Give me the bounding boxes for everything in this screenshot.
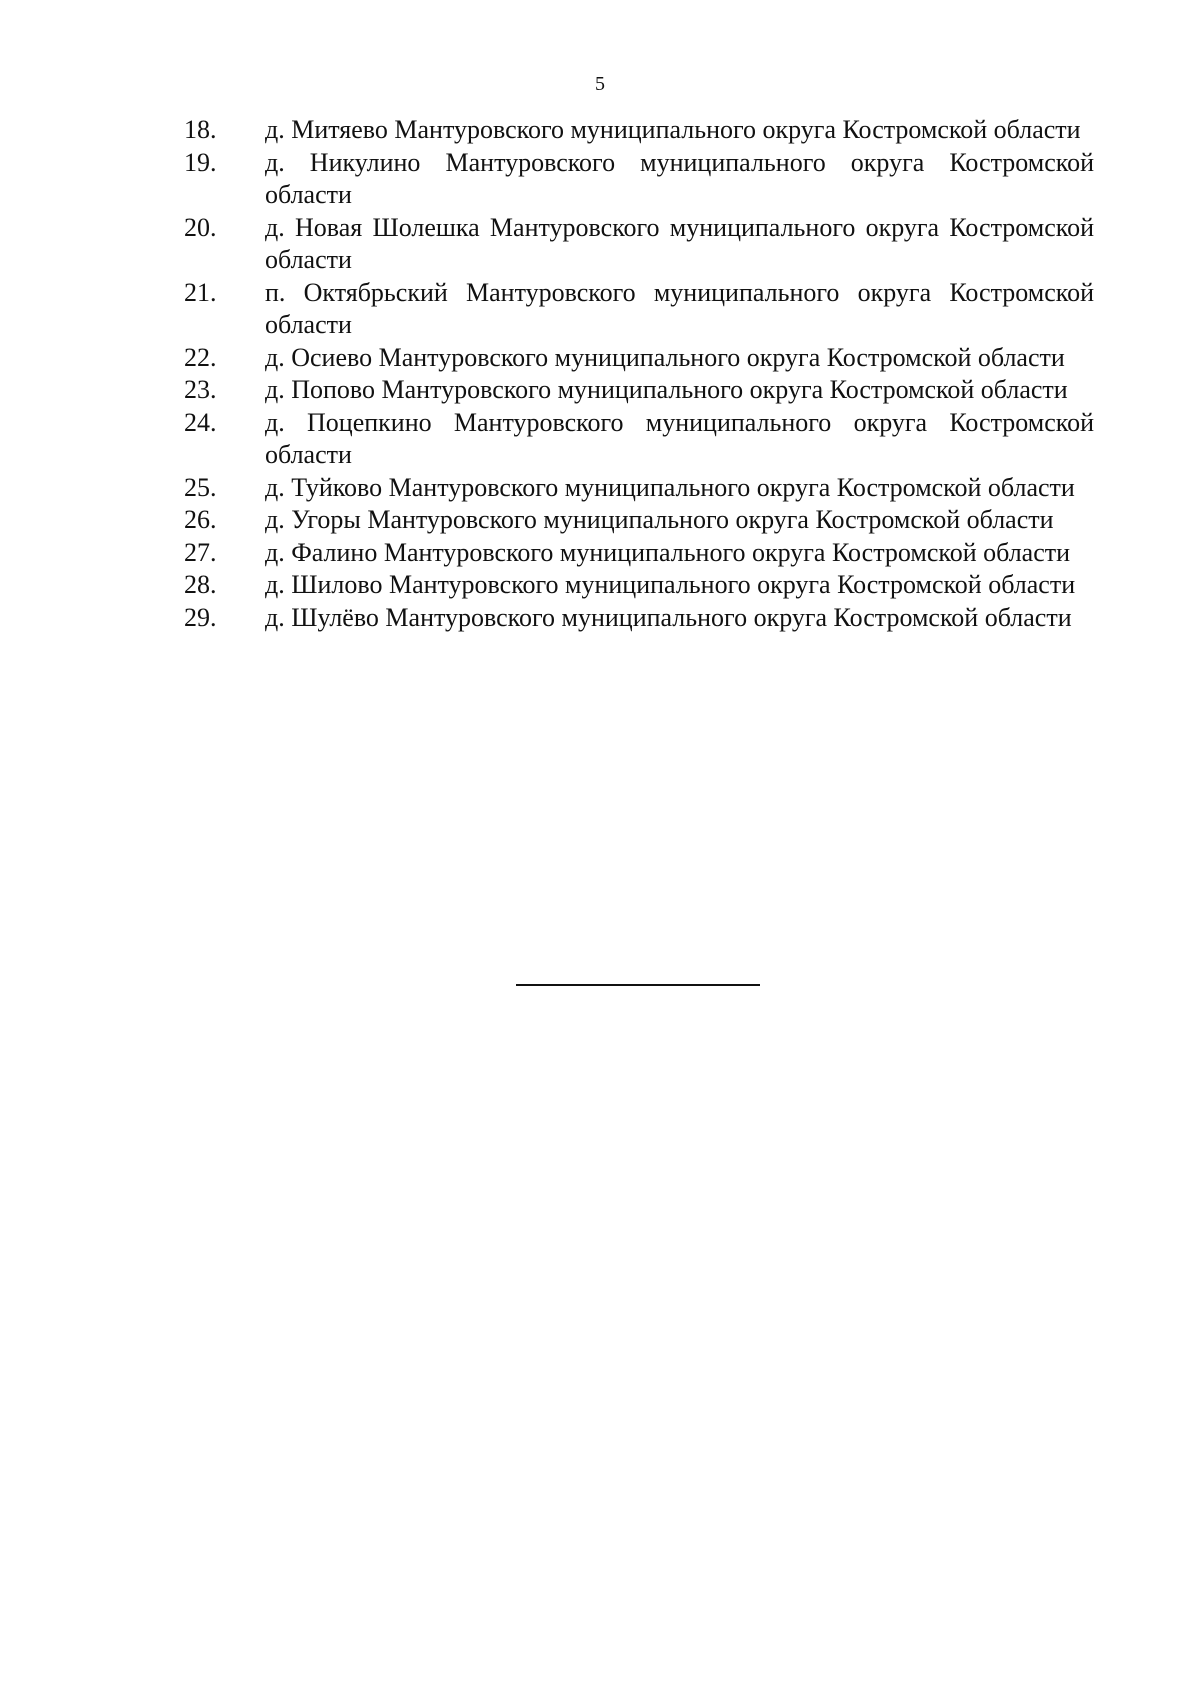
list-item [184,602,1094,635]
item-text: д. Шилово Мантуровского муниципального округа Костромской области [265,570,1076,599]
list-item [184,374,1094,407]
list-item [184,407,1094,472]
item-text: д. Осиево Мантуровского муниципального округа Костромской области [265,342,1065,372]
item-number: 18. [184,115,217,144]
item-number: 25. [184,472,217,502]
item-text: д. Никулино Мантуровского муниципального округа Костромской области [265,147,1094,209]
item-text: д. Новая Шолешка Мантуровского муниципального округа Костромской области [265,212,1094,274]
item-number: 29. [184,602,217,632]
item-number: 26. [184,505,217,534]
item-number: 23. [184,375,217,404]
item-text: д. Попово Мантуровского муниципального округа Костромской области [265,375,1068,404]
list-item [184,504,1094,537]
page-number: 5 [595,73,605,95]
item-number: 21. [184,277,217,307]
list-item [184,569,1094,602]
item-text: д. Поцепкино Мантуровского муниципального округа Костромской области [265,407,1094,469]
item-text: п. Октябрьский Мантуровского муниципального округа Костромской области [265,277,1094,339]
item-text: д. Туйково Мантуровского муниципального округа Костромской области [265,472,1075,502]
list-item [184,114,1094,147]
item-number: 22. [184,342,217,372]
item-text: д. Митяево Мантуровского муниципального округа Костромской области [265,115,1081,144]
settlement-list [184,114,1094,634]
list-item [184,212,1094,277]
list-item [184,342,1094,375]
list-item [184,277,1094,342]
item-number: 24. [184,407,217,437]
list-item [184,472,1094,505]
item-text: д. Фалино Мантуровского муниципального округа Костромской области [265,537,1071,567]
item-text: д. Угоры Мантуровского муниципального округа Костромской области [265,505,1054,534]
item-number: 20. [184,212,217,242]
item-number: 28. [184,570,217,599]
item-text: д. Шулёво Мантуровского муниципального округа Костромской области [265,602,1072,632]
list-item [184,147,1094,212]
end-of-document-separator [516,984,760,986]
item-number: 27. [184,537,217,567]
item-number: 19. [184,147,217,177]
list-item [184,537,1094,570]
